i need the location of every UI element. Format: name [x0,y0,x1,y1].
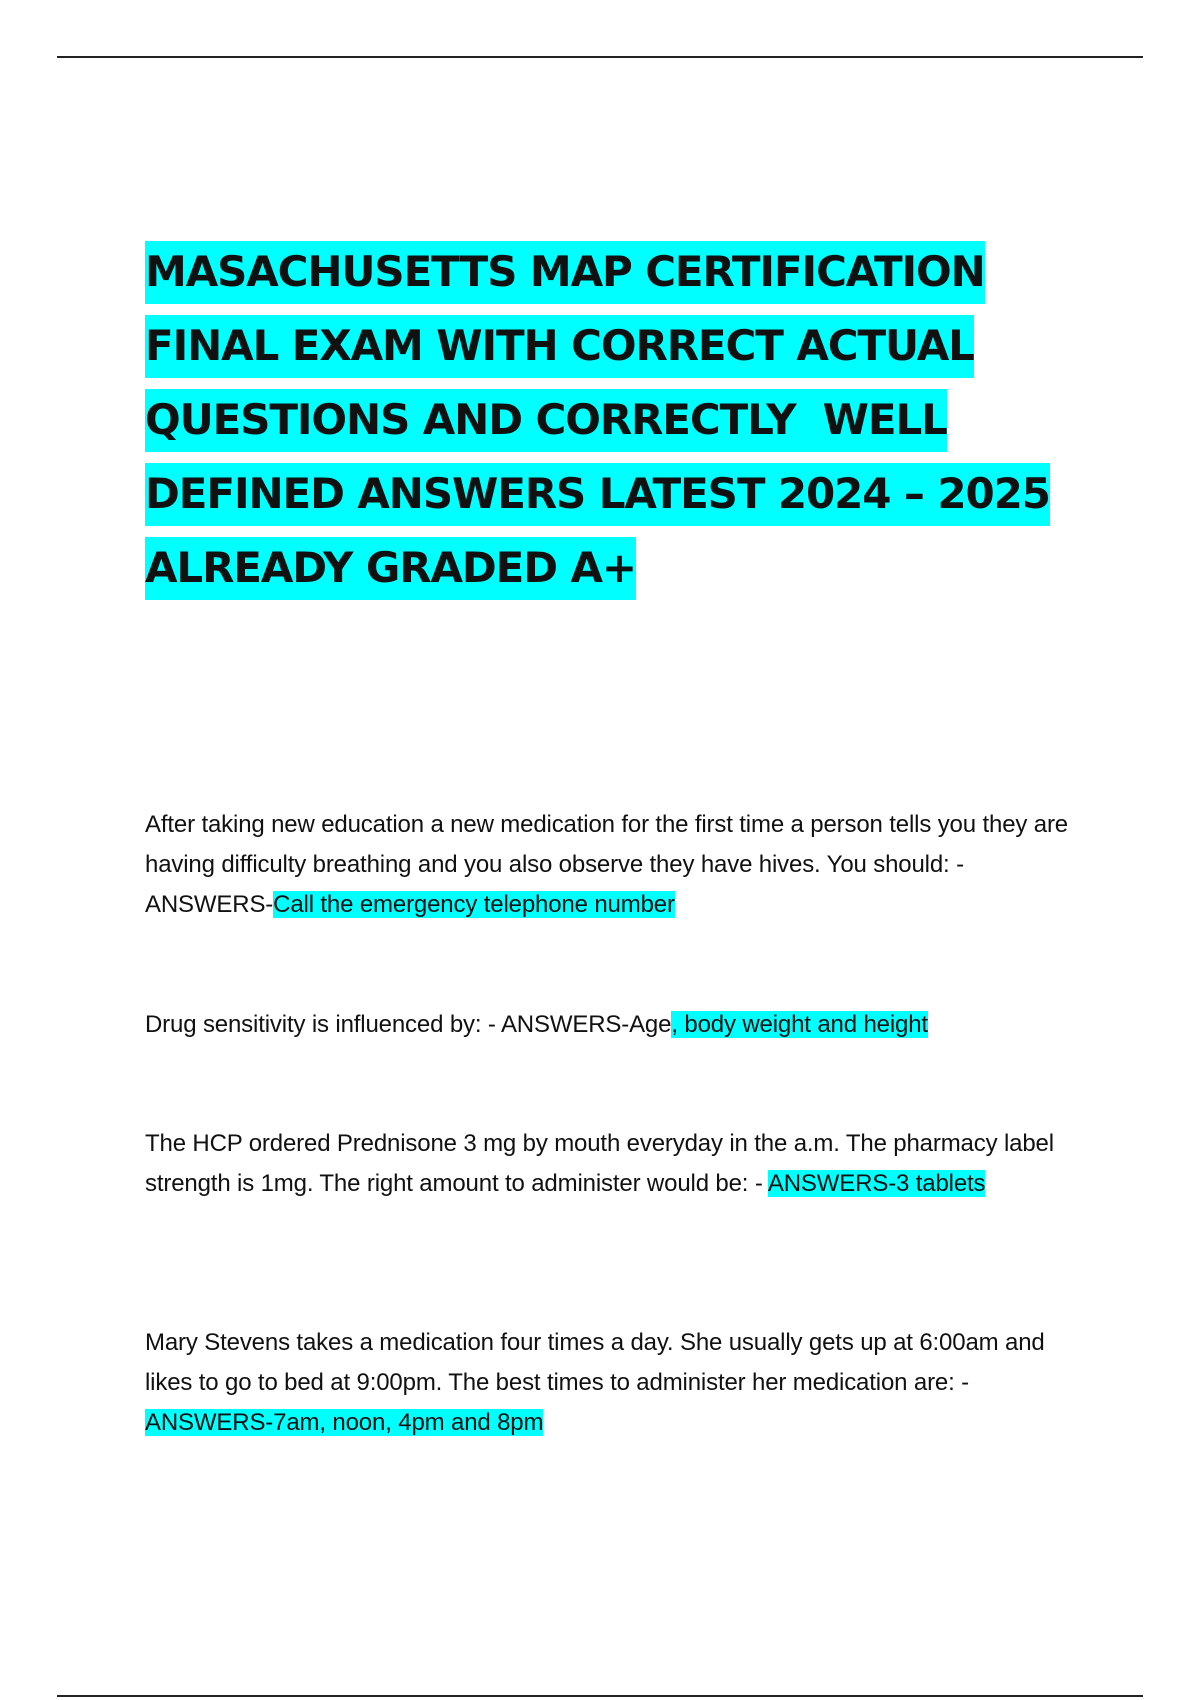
answer-text: ANSWERS-3 tablets [767,1170,986,1197]
title-line: FINAL EXAM WITH CORRECT ACTUAL [145,315,974,378]
document-title [145,235,1095,605]
top-rule [57,56,1143,58]
question-text: Mary Stevens takes a medication four times a day. She usually gets up at 6:00am and likes to go to bed at 9:00pm. The best times to administer her medication are: - [145,1329,1045,1396]
qa-item [145,1323,1080,1443]
bottom-rule [57,1695,1143,1697]
question-text: The HCP ordered Prednisone 3 mg by mouth everyday in the a.m. The pharmacy label strength is 1mg. The right amount to administer would be: - [145,1130,1054,1197]
question-text: After taking new education a new medication for the first time a person tells you they are having difficulty breathing and you also observe they have hives. You should: - ANSWERS- [145,811,1068,918]
qa-item [145,1005,1080,1045]
question-text: Drug sensitivity is influenced by: - ANSWERS-Age [145,1011,672,1038]
title-line: DEFINED ANSWERS LATEST 2024 – 2025 [145,463,1050,526]
qa-item [145,1124,1080,1204]
answer-text: , body weight and height [671,1011,928,1038]
qa-item [145,805,1080,925]
answer-text: Call the emergency telephone number [273,891,675,918]
title-line: MASACHUSETTS MAP CERTIFICATION [145,241,985,304]
title-line: QUESTIONS AND CORRECTLY WELL [145,389,947,452]
title-line: ALREADY GRADED A+ [145,537,636,600]
answer-text: ANSWERS-7am, noon, 4pm and 8pm [145,1409,544,1436]
